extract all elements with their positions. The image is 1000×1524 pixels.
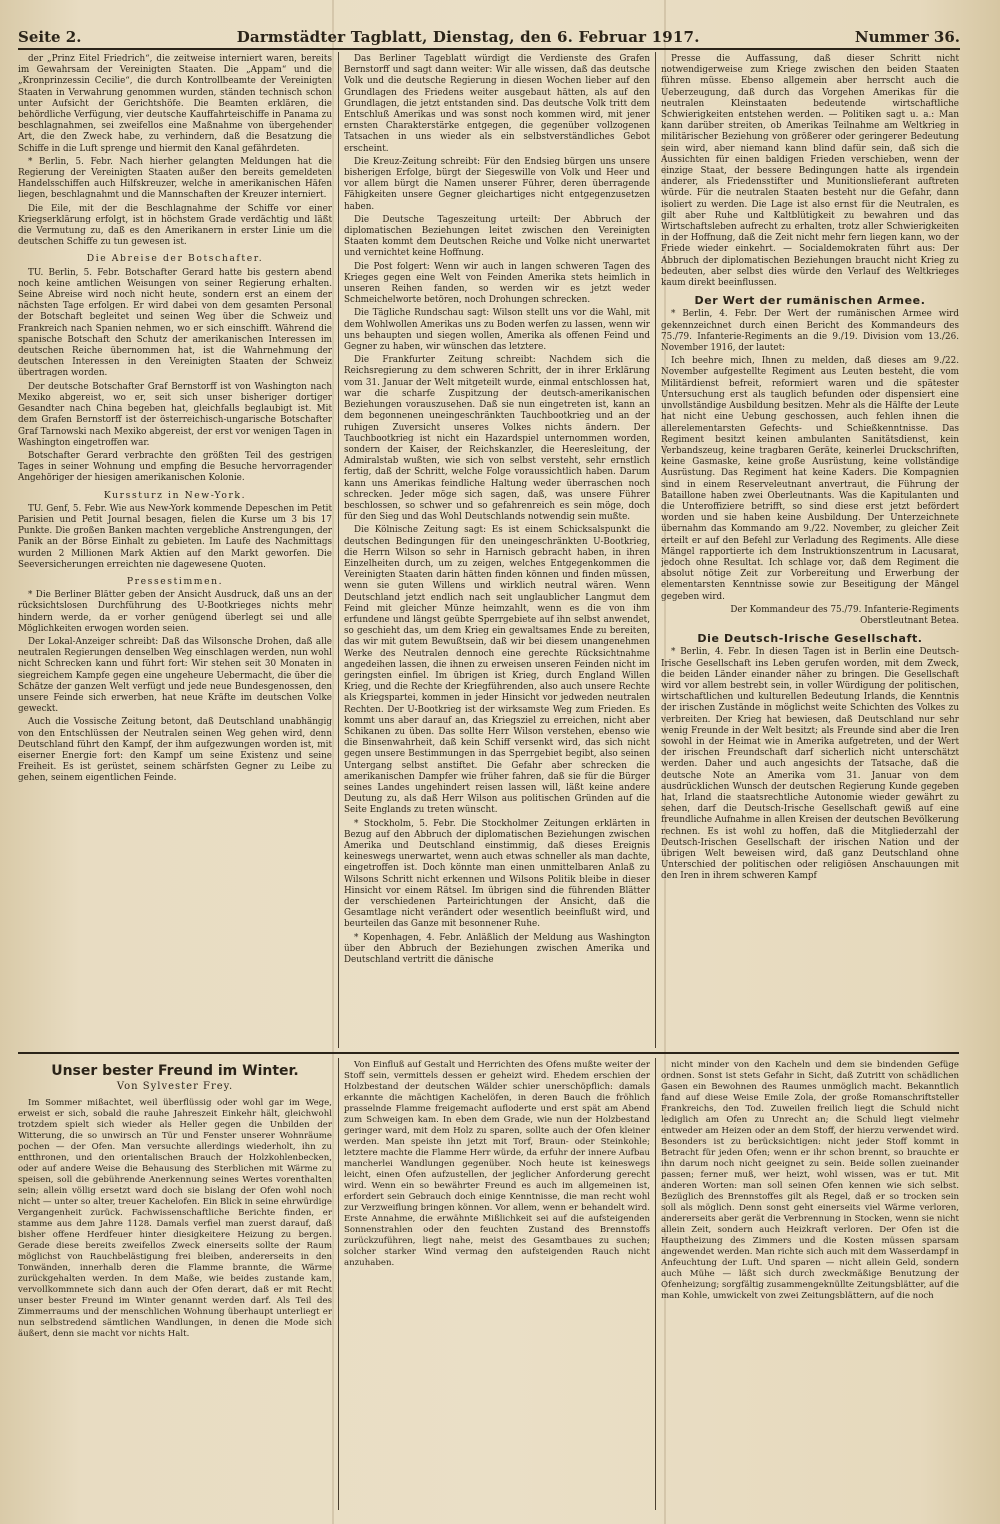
article-paragraph: Botschafter Gerard verbrachte den größten Teil des gestrigen Tages in seiner Wohnung und empfing die Besuche hervorragender Angehöriger der hiesigen amerikanischen Kolonie. <box>18 450 332 484</box>
feuilleton-paragraph: Im Sommer mißachtet, weil überflüssig oder wohl gar im Wege, erweist er sich, sobald die rauhe Jahreszeit Einkehr hält, gleichwohl trotzdem spielt sich wieder als Heller gegen die Unbilden der Witterung, die so unwirsch an Tür und Fenster unserer Wohnräume pochen — der Ofen. Man versuchte allerdings wiederholt, ihn zu entthronen, und den orientalischen Brauch der Holzkohlenbecken, oder auf andere Weise die Behausung des Sterblichen mit Wärme zu speisen, soll die gebührende Anerkennung seines Wertes vorenthalten sein; allein völlig ersetzt ward doch sie bislang der Ofen wohl noch nicht — unter so alter, treuer Kachelofen. Ein Blick in seine ehrwürdige Vergangenheit zurück. Fachwissenschaftliche Berichte finden, er stamme aus dem Jahre 1128. Damals verfiel man zuerst darauf, daß bisher offene Herdfeuer hinter diesigkeitere Heizung zu bergen. Gerade diese bereits zweifellos Zweck einerseits sollte der Raum möglichst von Rauchbelästigung frei bleiben, andererseits in den Tonwänden, innerhalb deren die Flamme brannte, die Wärme zurückgehalten werden. In dem Maße, wie beides zustande kam, vervollkommnete sich dann auch der Ofen derart, daß er mit Recht unser bester Freund im Winter genannt werden darf. Als Teil des Zimmerraums und der menschlichen Wohnung überhaupt unterliegt er nun selbstredend sämtlichen Wandlungen, in denen die Mode sich äußert, denn sie macht vor nichts Halt. <box>18 1098 332 1339</box>
article-paragraph: Die Deutsche Tageszeitung urteilt: Der Abbruch der diplomatischen Beziehungen leitet zwischen den Vereinigten Staaten kommt dem Deutschen Reiche und Volke nicht unerwartet und vernichtet keine Hoffnung. <box>344 214 650 259</box>
article-paragraph: Der deutsche Botschafter Graf Bernstorff ist von Washington nach Mexiko abgereist, wo er, seit sich unser bisheriger dortiger Gesandter nach China begeben hat, gleichfalls beglaubigt ist. Mit dem Grafen Bernstorff ist der österreichisch-ungarische Botschafter Graf Tarnowski nach Mexiko abgereist, der erst vor wenigen Tagen in Washington eingetroffen war. <box>18 381 332 448</box>
section-heading: Die Abreise der Botschafter. <box>86 253 264 265</box>
feuilleton-column-3 <box>661 1060 959 1512</box>
paper-fold <box>332 0 334 1524</box>
column-divider <box>338 1058 339 1510</box>
column-3 <box>661 54 959 1050</box>
article-paragraph: TU. Berlin, 5. Febr. Botschafter Gerard hatte bis gestern abend noch keine amtlichen Weisungen von seiner Regierung erhalten. Seine Abreise wird noch nicht heute, sondern erst an einem der nächsten Tage erfolgen. Er wird dabei von dem gesamten Personal der Botschaft begleitet und seinen Weg über die Schweiz und Frankreich nach Spanien nehmen, wo er sich einschifft. Während die spanische Botschaft den Schutz der amerikanischen Interessen im deutschen Reiche übernommen hat, ist die Wahrnehmung der deutschen Interessen in den Vereinigten Staaten der Schweiz übertragen worden. <box>18 267 332 379</box>
feuilleton-byline: Von Sylvester Frey. <box>116 1081 234 1092</box>
article-paragraph: * Stockholm, 5. Febr. Die Stockholmer Zeitungen erklärten in Bezug auf den Abbruch der diplomatischen Beziehungen zwischen Amerika und Deutschland einstimmig, daß dieses Ereignis keineswegs unerwartet, wenn auch etwas schneller als man dachte, eingetroffen ist. Doch könnte man einen unmittelbaren Anlaß zu Wilsons Schritt nicht erkennen und Wilsons Politik bleibe in dieser Hinsicht vor einem Rätsel. Im übrigen sind die führenden Blätter der verschiedenen Parteirichtungen der Ansicht, daß die Gesamtlage nicht verändert oder wesentlich beeinflußt wird, und beurteilen das Ganze mit besonnener Ruhe. <box>344 818 650 930</box>
feuilleton-column-1 <box>18 1060 332 1512</box>
feuilleton-paragraph: nicht minder von den Kacheln und dem sie bindenden Gefüge ordnen. Sonst ist stets Gefahr in Sicht, daß Zutritt von schädlichen Gasen ein Bewohnen des Raumes unmöglich macht. Bekanntlich fand auf diese Weise Emile Zola, der große Romanschriftsteller Frankreichs, den Tod. Zuweilen freilich liegt die Schuld nicht lediglich am Ofen zu Unrecht an; die Schuld liegt vielmehr entweder am Heizen oder an dem Stoff, der hierzu verwendet wird. Besonders ist zu berücksichtigen: nicht jeder Stoff kommt in Betracht für jeden Ofen; wenn er ihr schon brennt, so brauchte er ihn darum noch nicht geeignet zu sein. Beide sollen zueinander passen; ferner muß, wer heizt, wohl wissen, was er tut. Mit anderen Worten: man soll seinen Ofen kennen wie sich selbst. Bezüglich des Brennstoffes gilt als Regel, daß er so trocken sein soll als möglich. Denn sonst geht einerseits viel Wärme verloren, andererseits aber gerät die Verbrennung in Stocken, wenn sie nicht allein Zeit, sondern auch Heizkraft verloren. Der Ofen ist die Hauptheizung des Zimmers und die Kosten müssen sparsam angewendet werden. Man richte sich auch mit dem Wasserdampf in Anfeuchtung der Luft. Und sparen — nicht allein Geld, sondern auch Mühe — läßt sich durch zweckmäßige Benutzung der Ofenheizung; sorgfältig zusammengeknüllte Zeitungsblätter, auf die man Kohle, umwickelt von zwei Zeitungsblättern, auf die noch <box>661 1060 959 1301</box>
article-paragraph: Die Frankfurter Zeitung schreibt: Nachdem sich die Reichsregierung zu dem schweren Schritt, der in ihrer Erklärung vom 31. Januar der Welt mitgeteilt wurde, einmal entschlossen hat, war die scharfe Zuspitzung der deutsch-amerikanischen Beziehungen vorauszusehen. Daß sie nun eingetreten ist, kann an dem begonnenen uneingeschränkten Tauchbootkrieg und an der ruhigen Zuversicht unseres Volkes nichts ändern. Der Tauchbootkrieg ist nicht ein Hazardspiel unternommen worden, sondern der Kaiser, der Reichskanzler, die Heeresleitung, der Admiralstab wußten, wie sich von selbst versteht, sehr ernstlich fertig, daß der Schritt, welche Folge voraussichtlich haben. Darum kann uns Amerikas feindliche Haltung weder überraschen noch schrecken. Jeder möge sich sagen, daß, was unsere Führer beschlossen, so schwer und so gefahrenreich es sein möge, doch für den Sieg und das Wohl Deutschlands notwendig sein mußte. <box>344 355 650 523</box>
article-paragraph: TU. Genf, 5. Febr. Wie aus New-York kommende Depeschen im Petit Parisien und Petit Journal besagen, fielen die Kurse um 3 bis 17 Punkte. Die großen Banken machten vergebliche Anstrengungen, der Panik an der Börse Einhalt zu gebieten. Im Laufe des Nachmittags wurden 2 Millionen Mark Aktien auf den Markt geworfen. Die Seeversicherungen erreichten nie dagewesene Quoten. <box>18 503 332 570</box>
page-header <box>18 22 960 46</box>
feuilleton-column-2 <box>344 1060 650 1512</box>
article-paragraph: Der Lokal-Anzeiger schreibt: Daß das Wilsonsche Drohen, daß alle neutralen Regierungen denselben Weg einschlagen werden, nun wohl nicht Schrecken kann und führt fort: Wir stehen seit 30 Monaten in siegreichem Kampfe gegen eine ungeheure Uebermacht, die über die Schätze der ganzen Welt verfügt und jede neue Bundesgenossen, den unsere Feinde sich erwerben, hat neue Kräfte im deutschen Volke geweckt. <box>18 636 332 715</box>
article-paragraph: * Kopenhagen, 4. Febr. Anläßlich der Meldung aus Washington über den Abbruch der Beziehungen zwischen Amerika und Deutschland vertritt die dänische <box>344 932 650 966</box>
article-paragraph: Die Kreuz-Zeitung schreibt: Für den Endsieg bürgen uns unsere bisherigen Erfolge, bürgt der Siegeswille von Volk und Heer und vor allem bürgt die Namen unserer Führer, deren überragende Fähigkeiten unsere Gegner gleichartiges nicht entgegenzusetzen haben. <box>344 156 650 212</box>
article-paragraph: Die Kölnische Zeitung sagt: Es ist einem Schicksalspunkt die deutschen Bedingungen für den uneingeschränkten U-Bootkrieg, die Herrn Wilson so sehr in Harnisch gebracht haben, in ihren Einzelheiten durch, um zu zeigen, welches Entgegenkommen die Vereinigten Staaten darin hätten finden können und finden müssen, wenn sie guten Willens und wirklich neutral wären. Wenn Deutschland jetzt endlich nach seit unglaublicher Langmut dem Feind mit gleicher Münze heimzahlt, wenn es die von ihm erfundene und längst geübte Sperrgebiete auf ihn selbst anwendet, so geschieht das, um dem Krieg ein gewaltsames Ende zu bereiten, das wir mit gutem Bewußtsein, daß wir bei diesem unangenehmen Werke des Neutralen dennoch eine gerechte Rücksichtnahme angedeihen lassen, die ihnen zu erweisen unseren Feinden nicht im geringsten einfiel. Im übrigen ist Krieg, durch England Willen Krieg, und die Rechte der Kriegführenden, also auch unsere Rechte als Kriegspartei, kommen in jeder Hinsicht vor jedweden neutralen Rechten. Der U-Bootkrieg ist der wirksamste Weg zum Frieden. Es kommt uns aber darauf an, das Kriegsziel zu erreichen, nicht aber Schikanen zu üben. Das sollte Herr Wilson verstehen, ebenso wie die Binsenwahrheit, daß kein Schiff versenkt wird, das sich nicht gegen unsere Bestimmungen in das Sperrgebiet begibt, also seinen Untergang selbst anstiftet. Die Gefahr aber schrecken die amerikanischen Dampfer wie früher fahren, daß sie für die Bürger seines Landes ungehindert reisen lassen will, läßt keine andere Deutung zu, als daß Herr Wilson aus politischen Gründen auf die Seite Englands zu treten wünscht. <box>344 525 650 816</box>
newspaper-title-date: Darmstädter Tagblatt, Dienstag, den 6. Februar 1917. <box>236 28 700 46</box>
article-paragraph: Ich beehre mich, Ihnen zu melden, daß dieses am 9./22. November aufgestellte Regiment aus Leuten besteht, die vom Militärdienst befreit, reformiert waren und die spätester Untersuchung erst als tauglich befunden oder dispensiert eine unvollständige Ausbildung besitzen. Mehr als die Hälfte der Leute hat nicht eine Uebung geschossen, auch fehlen ihnen die allerelementarsten Gefechts- und Schießkenntnisse. Das Regiment besitzt keinen ambulanten Sanitätsdienst, kein Verbandszeug, keine tragbaren Geräte, keinerlei Druckschriften, keine Gasmaske, keine große Ausrüstung, keine vollständige Ausrüstung. Das Regiment hat keine Kaders. Die Kompagnien sind in einem Reserveleutnant anvertraut, die Führung der Bataillone haben zwei Oberleutnants. Was die Kapitulanten und die Unteroffiziere betrifft, so sind diese erst jetzt befördert worden und sie haben keine Ausbildung. Der Unterzeichnete übernahm das Kommando am 9./22. November, zu gleicher Zeit erteilt er auf den Befehl zur Verladung des Regiments. Alle diese Mängel rapportierte ich dem Instruktionszentrum in Lacusarat, jedoch ohne Resultat. Ich schlage vor, daß dem Regiment die absolut nötige Zeit zur Vorbereitung und Erwerbung der elementarsten Kenntnisse sowie zur Beseitigung der Mängel gegeben wird. <box>661 356 959 602</box>
article-paragraph: Die Eile, mit der die Beschlagnahme der Schiffe vor einer Kriegserklärung erfolgt, ist in höchstem Grade verdächtig und läßt die Vermutung zu, daß es den Amerikanern in erster Linie um die deutschen Schiffe zu tun gewesen ist. <box>18 203 332 248</box>
article-paragraph: * Berlin, 4. Febr. Der Wert der rumänischen Armee wird gekennzeichnet durch einen Bericht des Kommandeurs des 75./79. Infanterie-Regiments an die 9./19. Division vom 13./26. November 1916, der lautet: <box>661 309 959 354</box>
header-rule <box>18 48 960 50</box>
column-divider <box>655 52 656 1048</box>
column-1 <box>18 54 332 1050</box>
article-paragraph: Presse die Auffassung, daß dieser Schritt nicht notwendigerweise zum Kriege zwischen den beiden Staaten führen müsse. Ebenso allgemein aber herrscht auch die Ueberzeugung, daß durch das Vorgehen Amerikas für die neutralen Kleinstaaten bedeutende wirtschaftliche Schwierigkeiten entstehen werden. — Politiken sagt u. a.: Man kann darüber streiten, ob Amerikas Teilnahme am Weltkrieg in militärischer Beziehung von größerer oder geringerer Bedeutung sein wird, aber niemand kann blind dafür sein, daß sich die Aussichten für einen baldigen Frieden verschieben, wenn der einzige Staat, der bessere Bedingungen hatte als irgendein anderer, als Friedensstifter und Munitionslieferant auftreten würde. Für die neutralen Staaten besteht nur die Gefahr, dann isoliert zu werden. Die Lage ist also ernst für die Neutralen, es gilt aber Ruhe und Kaltblütigkeit zu bewahren und das Wirtschaftsleben aufrecht zu erhalten, trotz aller Schwierigkeiten in der Hoffnung, daß die Zeit nicht mehr fern liegen kann, wo der Friede wieder einkehrt. — Socialdemokraten führt aus: Der Abbruch der diplomatischen Beziehungen braucht nicht Krieg zu bedeuten, aber selbst dies würde den Verlauf des Weltkrieges kaum direkt beeinflussen. <box>661 54 959 289</box>
column-divider <box>338 52 339 1048</box>
feuilleton-title: Unser bester Freund im Winter. <box>51 1063 299 1079</box>
page-number: Seite 2. <box>18 28 82 46</box>
feuilleton-rule <box>18 1052 959 1054</box>
column-2 <box>344 54 650 1050</box>
article-paragraph: Das Berliner Tageblatt würdigt die Verdienste des Grafen Bernstorff und sagt dann weiter: Wir alle wissen, daß das deutsche Volk und die deutsche Regierung in diesen Wochen lieber auf den Grundlagen des Friedens weiter ausgebaut hätten, als auf den Grundlagen, die jetzt entstanden sind. Das deutsche Volk tritt dem Entschluß Amerikas und was sonst noch kommen wird, mit jener ernsten Charakterstärke entgegen, die gegenüber vollzogenen Tatsachen in uns wieder als ein selbstverständliches Gebot erscheint. <box>344 54 650 154</box>
article-paragraph: der „Prinz Eitel Friedrich“, die zeitweise interniert waren, bereits im Gewahrsam der Vereinigten Staaten. Die „Appam“ und die „Kronprinzessin Cecilie“, die durch Kontrollbeamte der Vereinigten Staaten in Verwahrung genommen wurden, ständen technisch schon unter Aufsicht der Gerichtshöfe. Die Beamten erklären, die behördliche Verfügung, vier deutsche Kauffahrteischiffe in Panama zu beschlagnahmen, sei zweifellos eine Maßnahme von übergehender Art, die den Zweck habe, zu verhindern, daß die Besatzung die Schiffe in die Luft sprenge und hiermit den Kanal gefährdeten. <box>18 54 332 154</box>
article-headline: Die Deutsch-Irische Gesellschaft. <box>697 632 923 646</box>
issue-number: Nummer 36. <box>854 28 960 46</box>
feuilleton-paragraph: Von Einfluß auf Gestalt und Herrichten des Ofens mußte weiter der Stoff sein, vermittels dessen er geheizt wird. Ehedem erschien der Holzbestand der deutschen Wälder schier unerschöpflich: damals erkannte die mächtigen Kachelöfen, in deren Bauch die fröhlich prasselnde Flamme freigemacht aufloderte und erst spät am Abend zum Schweigen kam. In eben dem Grade, wie nun der Holzbestand geringer ward, mit dem Holz zu sparen, sollte auch der Ofen kleiner werden. Man speiste ihn jetzt mit Torf, Braun- oder Steinkohle; letztere machte die Flamme Herr würde, da erfuhr der innere Aufbau mancherlei Wandlungen gegenüber. Noch heute ist keineswegs leicht, einen Ofen aufzustellen, der jeglicher Anforderung gerecht wird. Wenn ein so bewährter Freund es auch im allgemeinen ist, erfordert sein Gebrauch doch einige Kenntnisse, die man recht wohl zur Verzweiflung bringen können. Vor allem, wenn er behandelt wird. Erste Annahme, die erwähnte Mißlichkeit sei auf die aufsteigenden Sonnenstrahlen oder den feuchten Zustand des Brennstoffs zurückzuführen, liegt nahe, meist des Gesamtbaues zu suchen; solcher starker Wind vermag den aufsteigenden Rauch nicht anzuhaben. <box>344 1060 650 1268</box>
article-paragraph: * Berlin, 4. Febr. In diesen Tagen ist in Berlin eine Deutsch-Irische Gesellschaft ins Leben gerufen worden, mit dem Zweck, die beiden Länder einander näher zu bringen. Die Gesellschaft wird vor allem bestrebt sein, in voller Würdigung der politischen, wirtschaftlichen und kulturellen Bedeutung Irlands, die Kenntnis der irischen Zustände in möglichst weite Schichten des Volkes zu verbreiten. Der Krieg hat bewiesen, daß Deutschland nur sehr wenig Freunde in der Welt besitzt; als Freunde sind aber die Iren sowohl in der Heimat wie in Amerika aufgetreten, und der Wert der irischen Freundschaft darf sicherlich nicht unterschätzt werden. Daher und auch angesichts der Tatsache, daß die deutsche Note an Amerika vom 31. Januar von dem ausdrücklichen Wunsch der deutschen Regierung Kunde gegeben hat, Irland die staatsrechtliche Autonomie wieder gewährt zu sehen, darf die Deutsch-Irische Gesellschaft gewiß auf eine freundliche Aufnahme in allen Kreisen der deutschen Bevölkerung rechnen. Es ist wohl zu hoffen, daß die Mitgliederzahl der Deutsch-Irischen Gesellschaft der irischen Nation und der übrigen Welt beweisen wird, daß ganz Deutschland ohne Unterschied der politischen oder religiösen Anschauungen mit den Iren in ihrem schweren Kampf <box>661 647 959 882</box>
section-heading: Pressestimmen. <box>126 575 224 587</box>
article-paragraph: * Berlin, 5. Febr. Nach hierher gelangten Meldungen hat die Regierung der Vereinigten Staaten außer den bereits gemeldeten Handelsschiffen auch Hilfskreuzer, welche in amerikanischen Häfen liegen, beschlagnahmt und die Mannschaften der Kreuzer interniert. <box>18 156 332 201</box>
article-paragraph: Die Tägliche Rundschau sagt: Wilson stellt uns vor die Wahl, mit dem Wohlwollen Amerikas uns zu Boden werfen zu lassen, wenn wir uns behaupten und siegen wollen, Amerika als offenen Feind und Gegner zu haben, wir wünschen das letztere. <box>344 308 650 353</box>
article-paragraph: Auch die Vossische Zeitung betont, daß Deutschland unabhängig von den Entschlüssen der Neutralen seinen Weg gehen wird, denn Deutschland führt den Kampf, der ihm aufgezwungen worden ist, mit eiserner Energie fort: den Kampf um seine Existenz und seine Freiheit. Es ist gerüstet, seinem schärfsten Gegner zu Leibe zu gehen, seinem eigentlichen Feinde. <box>18 717 332 784</box>
section-heading: Kurssturz in New-York. <box>103 489 247 501</box>
article-signature: Der Kommandeur des 75./79. Infanterie-Regiments Oberstleutnant Betea. <box>730 604 959 626</box>
article-headline: Der Wert der rumänischen Armee. <box>694 294 926 308</box>
article-paragraph: * Die Berliner Blätter geben der Ansicht Ausdruck, daß uns an der rücksichtslosen Durchführung des U-Bootkrieges nichts mehr hindern werde, da er vorher genügend überlegt sei und alle Möglichkeiten erwogen worden seien. <box>18 590 332 634</box>
column-divider <box>655 1058 656 1510</box>
article-paragraph: Die Post folgert: Wenn wir auch in langen schweren Tagen des Krieges gegen eine Welt von Feinden Amerika stets heimlich in unseren Reihen fanden, so werden wir es jetzt weder Schmeichelworte betören, noch Drohungen schrecken. <box>344 261 650 306</box>
